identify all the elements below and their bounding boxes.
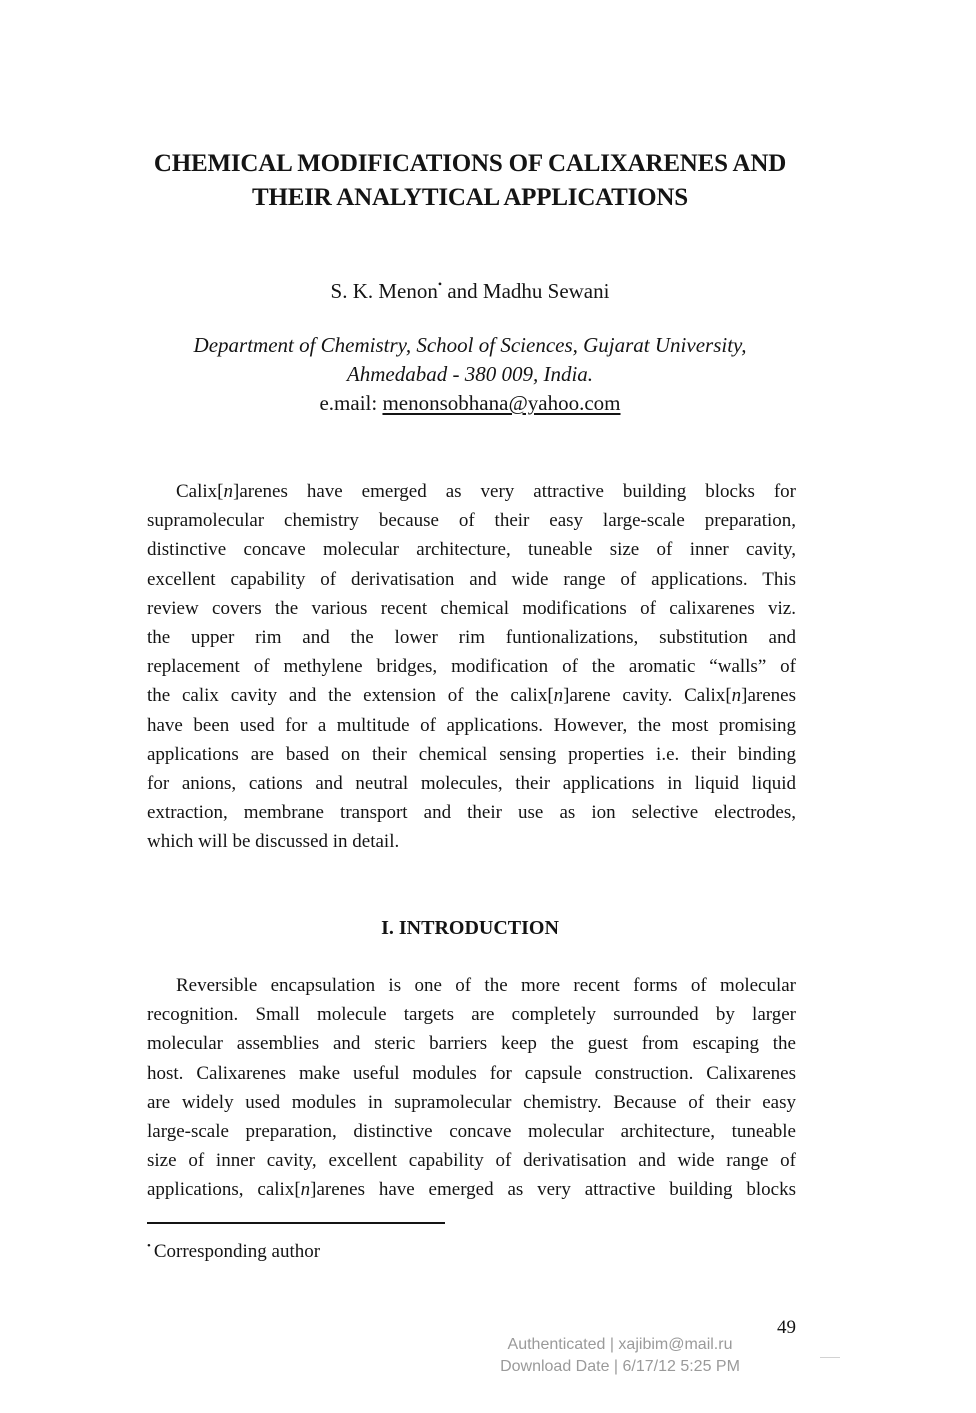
email-line bbox=[120, 389, 820, 418]
body-line: applications, calix[n]arenes have emerged as very attractive building blocks bbox=[147, 1179, 797, 1201]
body-line: Reversible encapsulation is one of the more recent forms of molecular bbox=[176, 975, 796, 996]
author-name-2: and Madhu Sewani bbox=[447, 279, 610, 303]
abstract-line: have been used for a multitude of applications. However, the most promising bbox=[147, 714, 796, 736]
abstract-line: distinctive concave molecular architecture, tuneable size of inner cavity, bbox=[147, 539, 796, 561]
abstract-line: the calix cavity and the extension of the calix[n]arene cavity. Calix[n]arenes bbox=[147, 685, 796, 707]
section-heading-introduction: I. INTRODUCTION bbox=[381, 917, 559, 939]
body-line: host. Calixarenes make useful modules for capsule construction. Calixarenes bbox=[147, 1062, 796, 1084]
abstract-line: review covers the various recent chemical modifications of calixarenes viz. bbox=[147, 597, 796, 619]
corresponding-author-mark: • bbox=[437, 277, 443, 291]
footnote bbox=[147, 1238, 320, 1268]
abstract-line: excellent capability of derivatisation and wide range of applications. This bbox=[147, 568, 796, 590]
footnote-text: Corresponding author bbox=[153, 1241, 321, 1262]
author-line bbox=[120, 272, 820, 305]
affiliation-line-2: Ahmedabad - 380 009, India. bbox=[346, 362, 594, 386]
watermark-line-1: Authenticated | xajibim@mail.ru bbox=[507, 1336, 733, 1353]
abstract-line: which will be discussed in detail. bbox=[147, 831, 400, 853]
email-label: e.mail: bbox=[319, 391, 378, 415]
body-line: recognition. Small molecule targets are completely surrounded by larger bbox=[147, 1004, 796, 1026]
scan-mark bbox=[820, 1357, 840, 1358]
author-name-1: S. K. Menon bbox=[330, 279, 438, 303]
footnote-divider bbox=[147, 1222, 445, 1224]
abstract-line: applications are based on their chemical sensing properties i.e. their binding bbox=[147, 743, 796, 765]
introduction-paragraph bbox=[147, 971, 796, 1205]
abstract-line: for anions, cations and neutral molecules, their applications in liquid liquid bbox=[147, 772, 796, 794]
watermark-line-2: Download Date | 6/17/12 5:25 PM bbox=[500, 1358, 740, 1375]
abstract-line: extraction, membrane transport and their use as ion selective electrodes, bbox=[147, 802, 796, 824]
abstract-line: replacement of methylene bridges, modification of the aromatic “walls” of bbox=[147, 656, 796, 678]
abstract-line: Calix[n]arenes have emerged as very attractive building blocks for bbox=[176, 481, 796, 502]
body-line: size of inner cavity, excellent capability of derivatisation and wide range of bbox=[147, 1150, 796, 1172]
abstract bbox=[147, 477, 796, 856]
abstract-line: the upper rim and the lower rim funtionalizations, substitution and bbox=[147, 626, 796, 648]
page-number: 49 bbox=[777, 1317, 796, 1338]
title-line-2: THEIR ANALYTICAL APPLICATIONS bbox=[252, 184, 688, 211]
download-watermark bbox=[470, 1334, 770, 1378]
abstract-line: supramolecular chemistry because of their easy large-scale preparation, bbox=[147, 510, 796, 532]
body-line: large-scale preparation, distinctive concave molecular architecture, tuneable bbox=[147, 1120, 796, 1142]
email-link[interactable]: menonsobhana@yahoo.com bbox=[382, 391, 621, 415]
body-line: are widely used modules in supramolecular chemistry. Because of their easy bbox=[147, 1091, 796, 1113]
article-title bbox=[120, 147, 820, 215]
footnote-mark: • bbox=[147, 1240, 151, 1252]
body-line: molecular assemblies and steric barriers keep the guest from escaping the bbox=[147, 1033, 796, 1055]
affiliation-line-1: Department of Chemistry, School of Sciences, Gujarat University, bbox=[193, 333, 747, 357]
title-line-1: CHEMICAL MODIFICATIONS OF CALIXARENES AND bbox=[153, 150, 787, 177]
affiliation-block bbox=[120, 331, 820, 418]
